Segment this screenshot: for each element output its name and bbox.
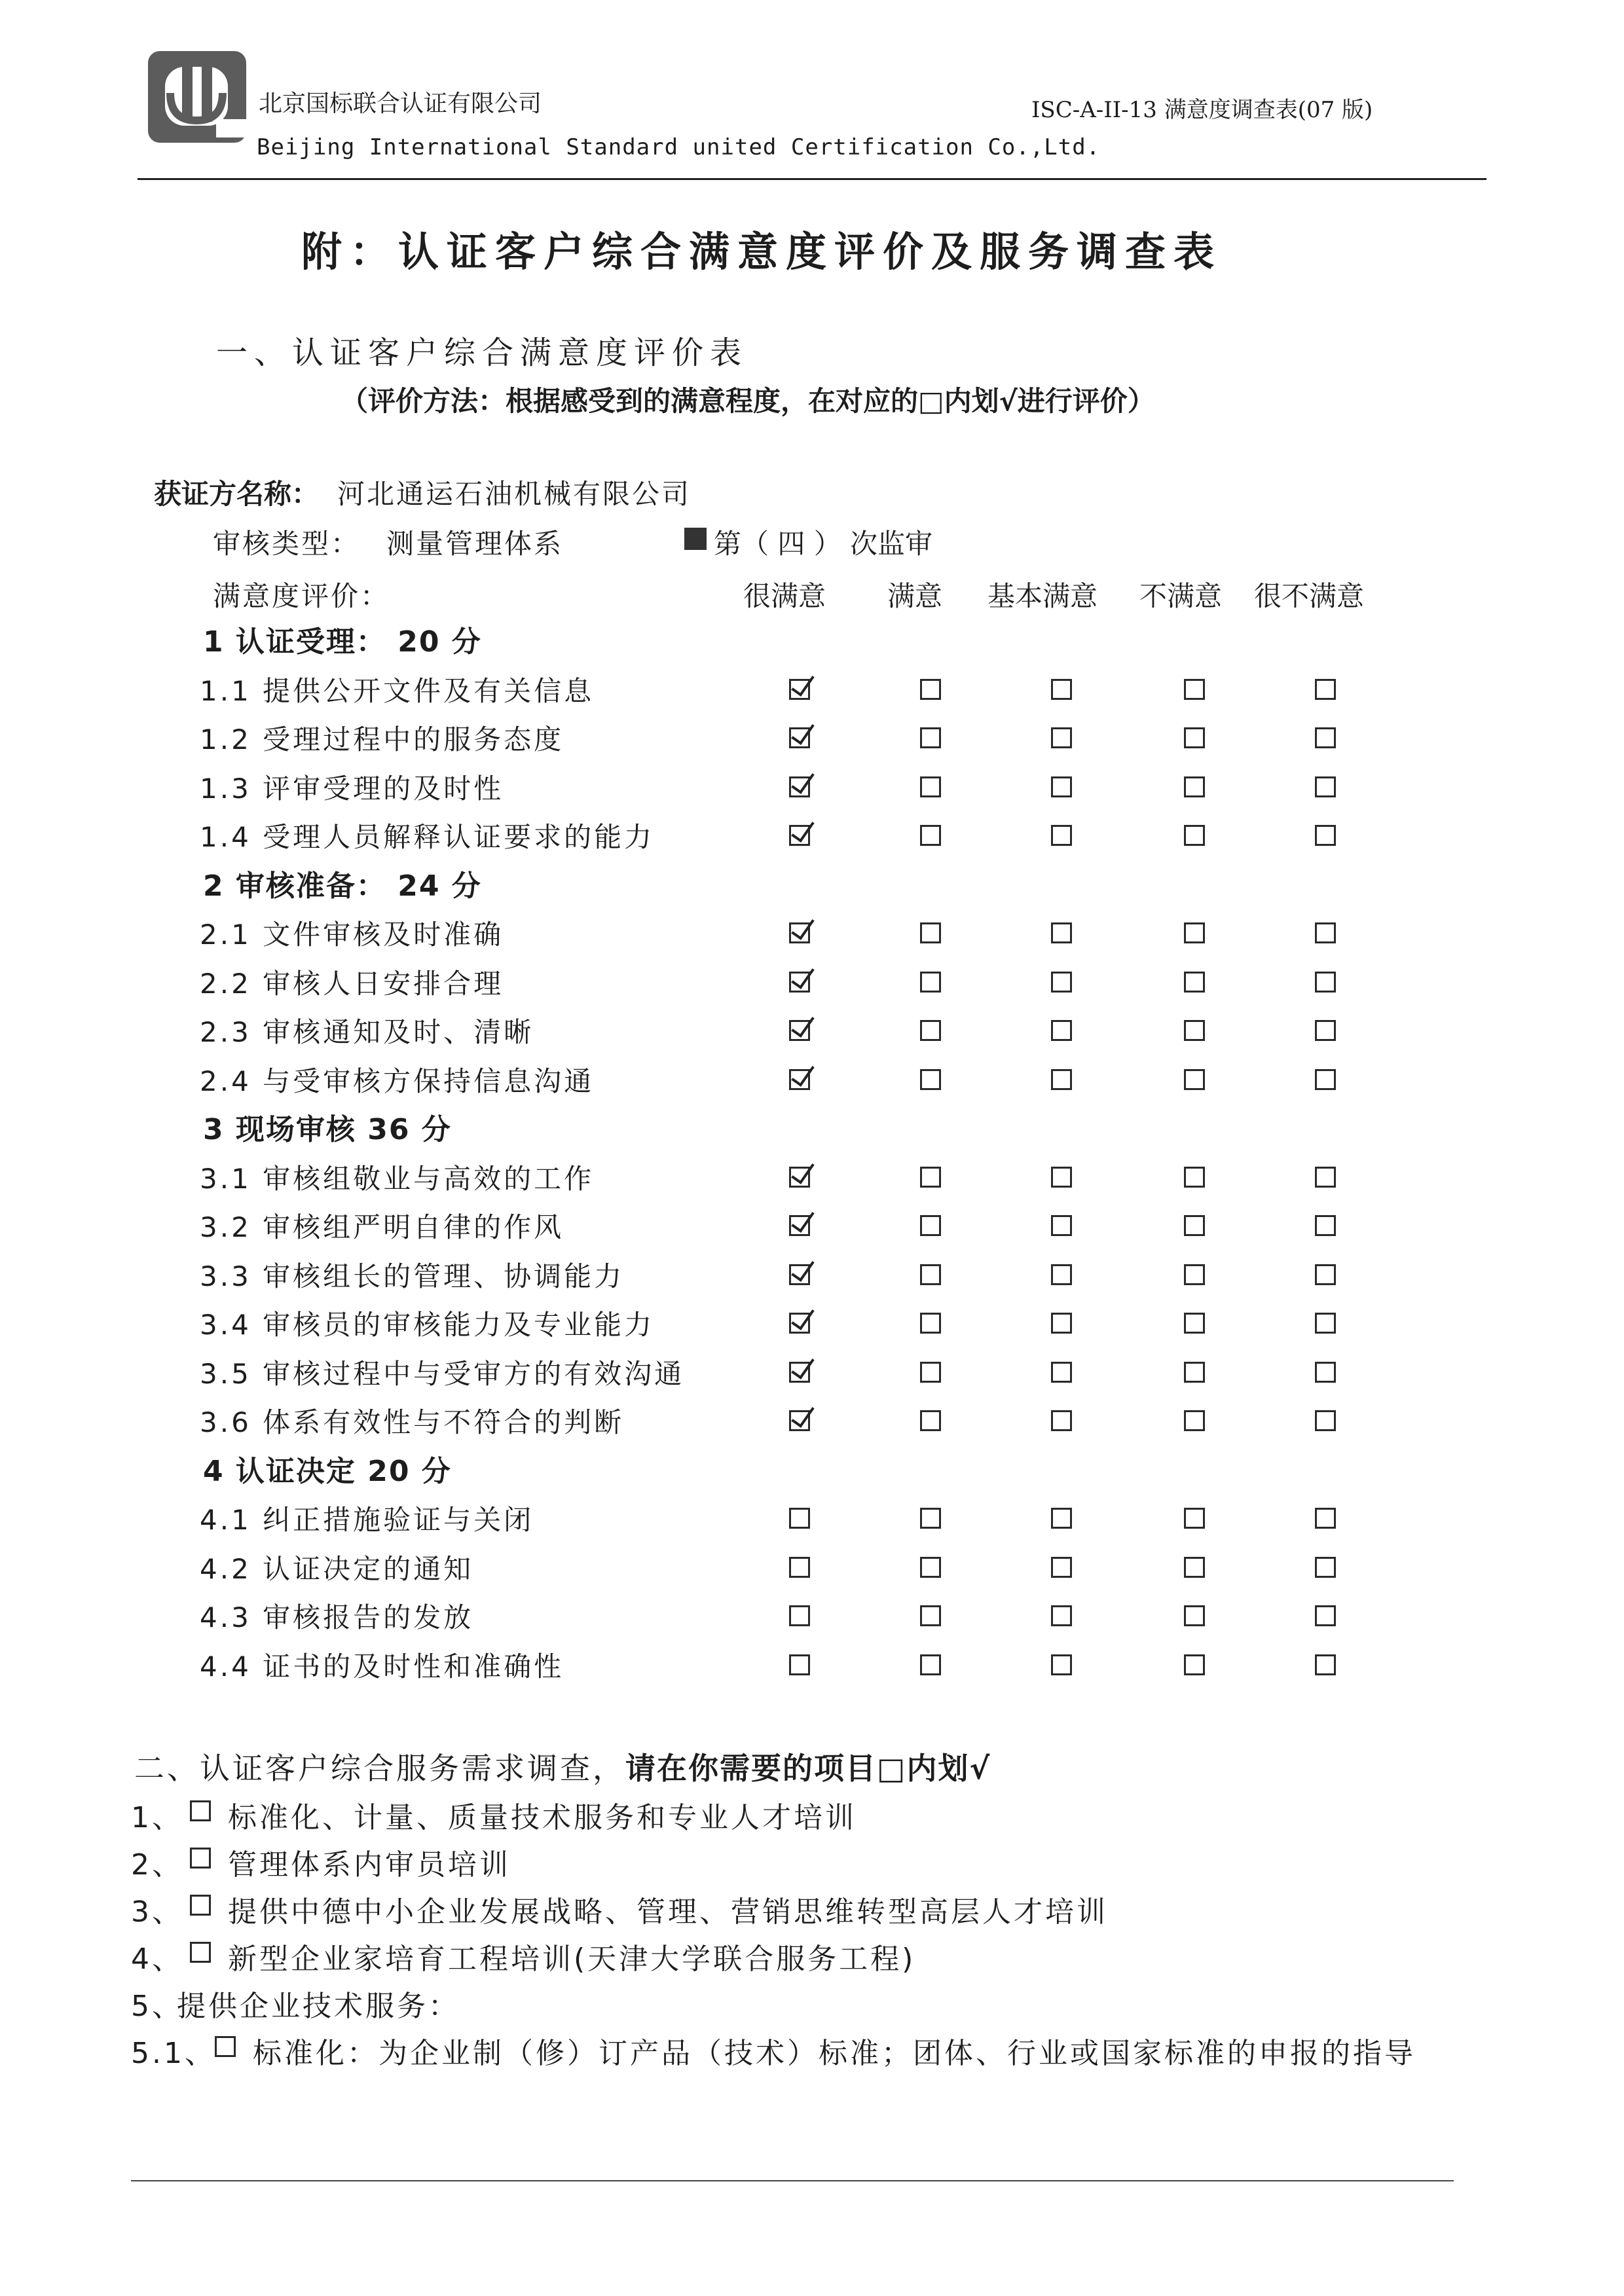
rating-checkbox[interactable]	[1051, 1167, 1072, 1188]
service-item-number: 3、	[131, 1895, 183, 1929]
rating-checkbox[interactable]	[789, 922, 810, 943]
col-basically-satisfied: 基本满意	[987, 580, 1098, 612]
rating-item-label: 4.3 审核报告的发放	[200, 1601, 474, 1633]
category-title: 3 现场审核 36 分	[203, 1113, 452, 1146]
rating-checkbox[interactable]	[920, 776, 941, 797]
section2-heading	[134, 1745, 991, 1788]
rating-checkbox[interactable]	[1051, 922, 1072, 943]
rating-checkbox[interactable]	[1051, 776, 1072, 797]
rating-checkbox[interactable]	[1315, 1215, 1336, 1236]
rating-item-label: 3.4 审核员的审核能力及专业能力	[200, 1309, 655, 1341]
service-item-number: 2、	[131, 1848, 183, 1882]
holder-name: 河北通运石油机械有限公司	[337, 478, 692, 510]
header-divider	[138, 178, 1486, 180]
rating-checkbox[interactable]	[1315, 1605, 1336, 1626]
rating-checkbox[interactable]	[1184, 1410, 1205, 1431]
rating-checkbox[interactable]	[1051, 825, 1072, 846]
rating-item-label: 2.3 审核通知及时、清晰	[200, 1016, 534, 1048]
audit-round-marker	[684, 528, 707, 550]
rating-checkbox[interactable]	[1315, 1264, 1336, 1285]
service-item-number: 5.1、	[131, 2037, 216, 2070]
rating-checkbox[interactable]	[789, 1264, 810, 1285]
service-checkbox[interactable]	[190, 1848, 211, 1868]
holder-label: 获证方名称：	[154, 478, 320, 510]
rating-checkbox[interactable]	[1315, 727, 1336, 748]
rating-checkbox[interactable]	[1315, 922, 1336, 943]
service-checkbox[interactable]	[190, 1895, 211, 1916]
col-satisfied: 满意	[887, 580, 943, 612]
rating-checkbox[interactable]	[789, 1167, 810, 1188]
rating-checkbox[interactable]	[789, 1508, 810, 1529]
section1-heading: 一、认证客户综合满意度评价表	[216, 335, 748, 371]
rating-item-label: 2.4 与受审核方保持信息沟通	[200, 1065, 595, 1097]
rating-checkbox[interactable]	[1315, 1167, 1336, 1188]
rating-checkbox[interactable]	[789, 1557, 810, 1578]
rating-checkbox[interactable]	[1315, 1557, 1336, 1578]
rating-checkbox[interactable]	[920, 1264, 941, 1285]
rating-checkbox[interactable]	[920, 1167, 941, 1188]
category-title: 1 认证受理： 20 分	[203, 625, 482, 659]
rating-checkbox[interactable]	[1184, 727, 1205, 748]
rating-checkbox[interactable]	[1315, 1654, 1336, 1675]
rating-checkbox[interactable]	[1184, 825, 1205, 846]
rating-checkbox[interactable]	[1051, 1313, 1072, 1334]
rating-checkbox[interactable]	[1315, 825, 1336, 846]
rating-checkbox[interactable]	[1051, 972, 1072, 993]
rating-checkbox[interactable]	[789, 727, 810, 748]
rating-checkbox[interactable]	[789, 1410, 810, 1431]
page-title: 附：认证客户综合满意度评价及服务调查表	[301, 228, 1223, 276]
rating-checkbox[interactable]	[789, 1654, 810, 1675]
rating-checkbox[interactable]	[1051, 1215, 1072, 1236]
rating-checkbox[interactable]	[1315, 1069, 1336, 1090]
evaluation-method: （评价方法：根据感受到的满意程度，在对应的□内划√进行评价）	[341, 385, 1155, 417]
rating-checkbox[interactable]	[1184, 1605, 1205, 1626]
service-item-text: 提供中德中小企业发展战略、管理、营销思维转型高层人才培训	[228, 1895, 1108, 1929]
rating-item-label: 1.3 评审受理的及时性	[200, 772, 504, 805]
rating-checkbox[interactable]	[1051, 1654, 1072, 1675]
rating-item-label: 3.3 审核组长的管理、协调能力	[200, 1260, 625, 1292]
rating-checkbox[interactable]	[1315, 1313, 1336, 1334]
rating-checkbox[interactable]	[920, 972, 941, 993]
rating-checkbox[interactable]	[1315, 1020, 1336, 1041]
rating-checkbox[interactable]	[1184, 1654, 1205, 1675]
rating-checkbox[interactable]	[1184, 1264, 1205, 1285]
rating-checkbox[interactable]	[789, 1313, 810, 1334]
rating-item-label: 4.2 认证决定的通知	[200, 1552, 474, 1585]
company-name-en: Beijing International Standard united Certification Co.,Ltd.	[257, 134, 1101, 160]
service-item-text: 新型企业家培育工程培训(天津大学联合服务工程)	[228, 1942, 916, 1976]
rating-item-label: 1.4 受理人员解释认证要求的能力	[200, 821, 655, 853]
audit-round: 第（ 四 ） 次监审	[714, 528, 933, 560]
rating-checkbox[interactable]	[1184, 972, 1205, 993]
rating-checkbox[interactable]	[920, 922, 941, 943]
rating-checkbox[interactable]	[1051, 1069, 1072, 1090]
category-title: 4 认证决定 20 分	[203, 1454, 452, 1488]
document-code: ISC-A-II-13 满意度调查表(07 版)	[1031, 97, 1373, 123]
rating-checkbox[interactable]	[1051, 727, 1072, 748]
rating-item-label: 4.1 纠正措施验证与关闭	[200, 1504, 534, 1536]
col-unsatisfied: 不满意	[1139, 580, 1223, 612]
service-checkbox[interactable]	[190, 1800, 211, 1821]
rating-checkbox[interactable]	[920, 1069, 941, 1090]
rating-item-label: 3.1 审核组敬业与高效的工作	[200, 1162, 595, 1195]
rating-checkbox[interactable]	[789, 1020, 810, 1041]
rating-checkbox[interactable]	[1051, 1264, 1072, 1285]
col-very-satisfied: 很满意	[743, 580, 826, 612]
audit-type-value: 测量管理体系	[386, 528, 564, 560]
rating-checkbox[interactable]	[1184, 1167, 1205, 1188]
rating-checkbox[interactable]	[1051, 679, 1072, 700]
rating-item-label: 3.5 审核过程中与受审方的有效沟通	[200, 1357, 685, 1390]
rating-item-label: 1.2 受理过程中的服务态度	[200, 723, 564, 756]
rating-checkbox[interactable]	[1184, 1362, 1205, 1383]
rating-checkbox[interactable]	[920, 1313, 941, 1334]
category-title: 2 审核准备： 24 分	[203, 869, 482, 903]
rating-checkbox[interactable]	[1315, 972, 1336, 993]
rating-item-label: 1.1 提供公开文件及有关信息	[200, 674, 595, 707]
rating-checkbox[interactable]	[789, 1069, 810, 1090]
company-logo	[144, 47, 255, 152]
service-item-number: 5、	[131, 1990, 183, 2023]
rating-checkbox[interactable]	[1051, 1508, 1072, 1529]
rating-checkbox[interactable]	[789, 972, 810, 993]
rating-checkbox[interactable]	[1051, 1410, 1072, 1431]
rating-checkbox[interactable]	[920, 1362, 941, 1383]
service-checkbox[interactable]	[190, 1942, 211, 1963]
audit-type-label: 审核类型：	[213, 528, 361, 560]
section2-title: 二、认证客户综合服务需求调查，	[134, 1751, 625, 1786]
rating-item-label: 2.2 审核人日安排合理	[200, 967, 504, 1000]
rating-checkbox[interactable]	[1051, 1605, 1072, 1626]
rating-item-label: 4.4 证书的及时性和准确性	[200, 1650, 564, 1683]
service-item-number: 4、	[131, 1942, 183, 1976]
rating-checkbox[interactable]	[920, 1215, 941, 1236]
section2-instruction: 请在你需要的项目□内划√	[625, 1751, 991, 1786]
rating-checkbox[interactable]	[1315, 1508, 1336, 1529]
rating-checkbox[interactable]	[1184, 1313, 1205, 1334]
rating-checkbox[interactable]	[1315, 1362, 1336, 1383]
rating-checkbox[interactable]	[789, 1605, 810, 1626]
rating-checkbox[interactable]	[1184, 922, 1205, 943]
rating-checkbox[interactable]	[1051, 1557, 1072, 1578]
rating-checkbox[interactable]	[1051, 1362, 1072, 1383]
service-checkbox[interactable]	[215, 2036, 236, 2057]
rating-checkbox[interactable]	[920, 1605, 941, 1626]
rating-checkbox[interactable]	[920, 1654, 941, 1675]
rating-checkbox[interactable]	[789, 679, 810, 700]
rating-checkbox[interactable]	[920, 1410, 941, 1431]
rating-checkbox[interactable]	[920, 1508, 941, 1529]
rating-checkbox[interactable]	[1184, 1020, 1205, 1041]
rating-checkbox[interactable]	[1315, 776, 1336, 797]
rating-checkbox[interactable]	[920, 727, 941, 748]
rating-checkbox[interactable]	[1184, 1557, 1205, 1578]
rating-checkbox[interactable]	[1184, 679, 1205, 700]
rating-checkbox[interactable]	[1051, 1020, 1072, 1041]
rating-checkbox[interactable]	[789, 1215, 810, 1236]
rating-checkbox[interactable]	[789, 1362, 810, 1383]
footer-divider	[131, 2180, 1454, 2181]
rating-checkbox[interactable]	[789, 825, 810, 846]
rating-checkbox[interactable]	[1184, 776, 1205, 797]
rating-item-label: 3.6 体系有效性与不符合的判断	[200, 1406, 625, 1438]
rating-checkbox[interactable]	[1184, 1215, 1205, 1236]
col-very-unsatisfied: 很不满意	[1254, 580, 1365, 612]
rating-checkbox[interactable]	[920, 679, 941, 700]
rating-checkbox[interactable]	[920, 1557, 941, 1578]
rating-item-label: 2.1 文件审核及时准确	[200, 919, 504, 951]
rating-checkbox[interactable]	[1315, 1410, 1336, 1431]
rating-checkbox[interactable]	[789, 776, 810, 797]
rating-checkbox[interactable]	[1184, 1069, 1205, 1090]
rating-checkbox[interactable]	[1184, 1508, 1205, 1529]
service-item-text: 管理体系内审员培训	[228, 1848, 511, 1882]
service-item-text: 标准化：为企业制（修）订产品（技术）标准；团体、行业或国家标准的申报的指导	[253, 2037, 1416, 2070]
company-name-cn: 北京国标联合认证有限公司	[259, 90, 542, 117]
rating-checkbox[interactable]	[1315, 679, 1336, 700]
service-item-number: 1、	[131, 1801, 183, 1834]
service-item-text: 提供企业技术服务：	[177, 1990, 460, 2023]
rating-checkbox[interactable]	[920, 1020, 941, 1041]
rating-checkbox[interactable]	[920, 825, 941, 846]
rating-item-label: 3.2 审核组严明自律的作风	[200, 1211, 564, 1243]
service-item-text: 标准化、计量、质量技术服务和专业人才培训	[228, 1801, 857, 1834]
satisfaction-label: 满意度评价：	[213, 580, 390, 612]
